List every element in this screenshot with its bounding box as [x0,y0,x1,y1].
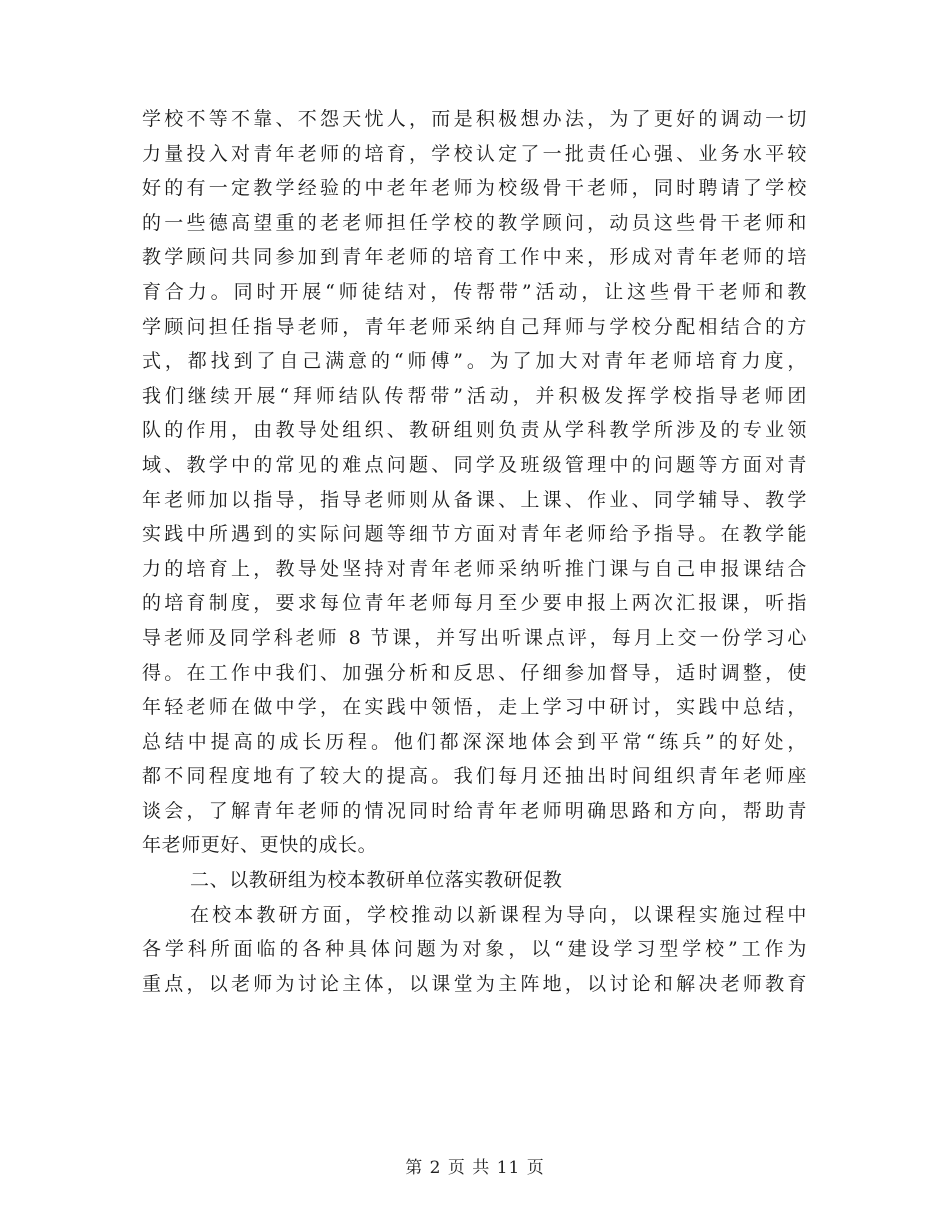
paragraph-line: 的培育制度，要求每位青年老师每月至少要申报上两次汇报课，听指 [142,592,807,615]
paragraph-line: 学顾问担任指导老师，青年老师采纳自己拜师与学校分配相结合的方 [142,315,807,338]
paragraph-line: 育合力。同时开展“师徒结对，传帮带”活动，让这些骨干老师和教 [142,280,807,303]
paragraph-line: 谈会，了解青年老师的情况同时给青年老师明确思路和方向，帮助青 [142,799,807,822]
paragraph-line: 各学科所面临的各种具体问题为对象，以“建设学习型学校”工作为 [142,938,807,961]
paragraph-line: 在校本教研方面，学校推动以新课程为导向，以课程实施过程中 [190,903,807,926]
paragraph-line: 得。在工作中我们、加强分析和反思、仔细参加督导，适时调整，使 [142,661,807,684]
paragraph-line: 实践中所遇到的实际问题等细节方面对青年老师给予指导。在教学能 [142,523,807,546]
paragraph-line: 学校不等不靠、不怨天忧人，而是积极想办法，为了更好的调动一切 [142,108,807,130]
paragraph-line: 总结中提高的成长历程。他们都深深地体会到平常“练兵”的好处， [142,730,807,753]
paragraph-line: 队的作用，由教导处组织、教研组则负责从学科教学所涉及的专业领 [142,419,807,442]
page-number-footer: 第 2 页 共 11 页 [405,1158,545,1178]
paragraph-line: 年老师更好、更快的成长。 [142,834,378,857]
paragraph-line: 重点，以老师为讨论主体，以课堂为主阵地，以讨论和解决老师教育 [142,972,807,995]
paragraph-line: 力的培育上，教导处坚持对青年老师采纳听推门课与自己申报课结合 [142,557,807,580]
paragraph-line: 式，都找到了自己满意的“师傅”。为了加大对青年老师培育力度， [142,350,807,373]
body-text [142,102,807,1001]
paragraph-line: 年老师加以指导，指导老师则从备课、上课、作业、同学辅导、教学 [142,488,807,511]
paragraph-line: 的一些德高望重的老老师担任学校的教学顾问，动员这些骨干老师和 [142,211,807,234]
paragraph-line: 我们继续开展“拜师结队传帮带”活动，并积极发挥学校指导老师团 [142,384,807,407]
section-heading: 二、以教研组为校本教研单位落实教研促教 [190,869,563,892]
paragraph-line: 好的有一定教学经验的中老年老师为校级骨干老师，同时聘请了学校 [142,177,807,200]
paragraph-line: 教学顾问共同参加到青年老师的培育工作中来，形成对青年老师的培 [142,246,807,269]
paragraph-line: 力量投入对青年老师的培育，学校认定了一批责任心强、业务水平较 [142,142,807,165]
paragraph-line: 年轻老师在做中学，在实践中领悟，走上学习中研讨，实践中总结， [142,696,807,719]
paragraph-line: 都不同程度地有了较大的提高。我们每月还抽出时间组织青年老师座 [142,765,807,788]
paragraph-line: 域、教学中的常见的难点问题、同学及班级管理中的问题等方面对青 [142,453,807,476]
paragraph-line: 导老师及同学科老师 8 节课，并写出听课点评，每月上交一份学习心 [142,626,807,649]
